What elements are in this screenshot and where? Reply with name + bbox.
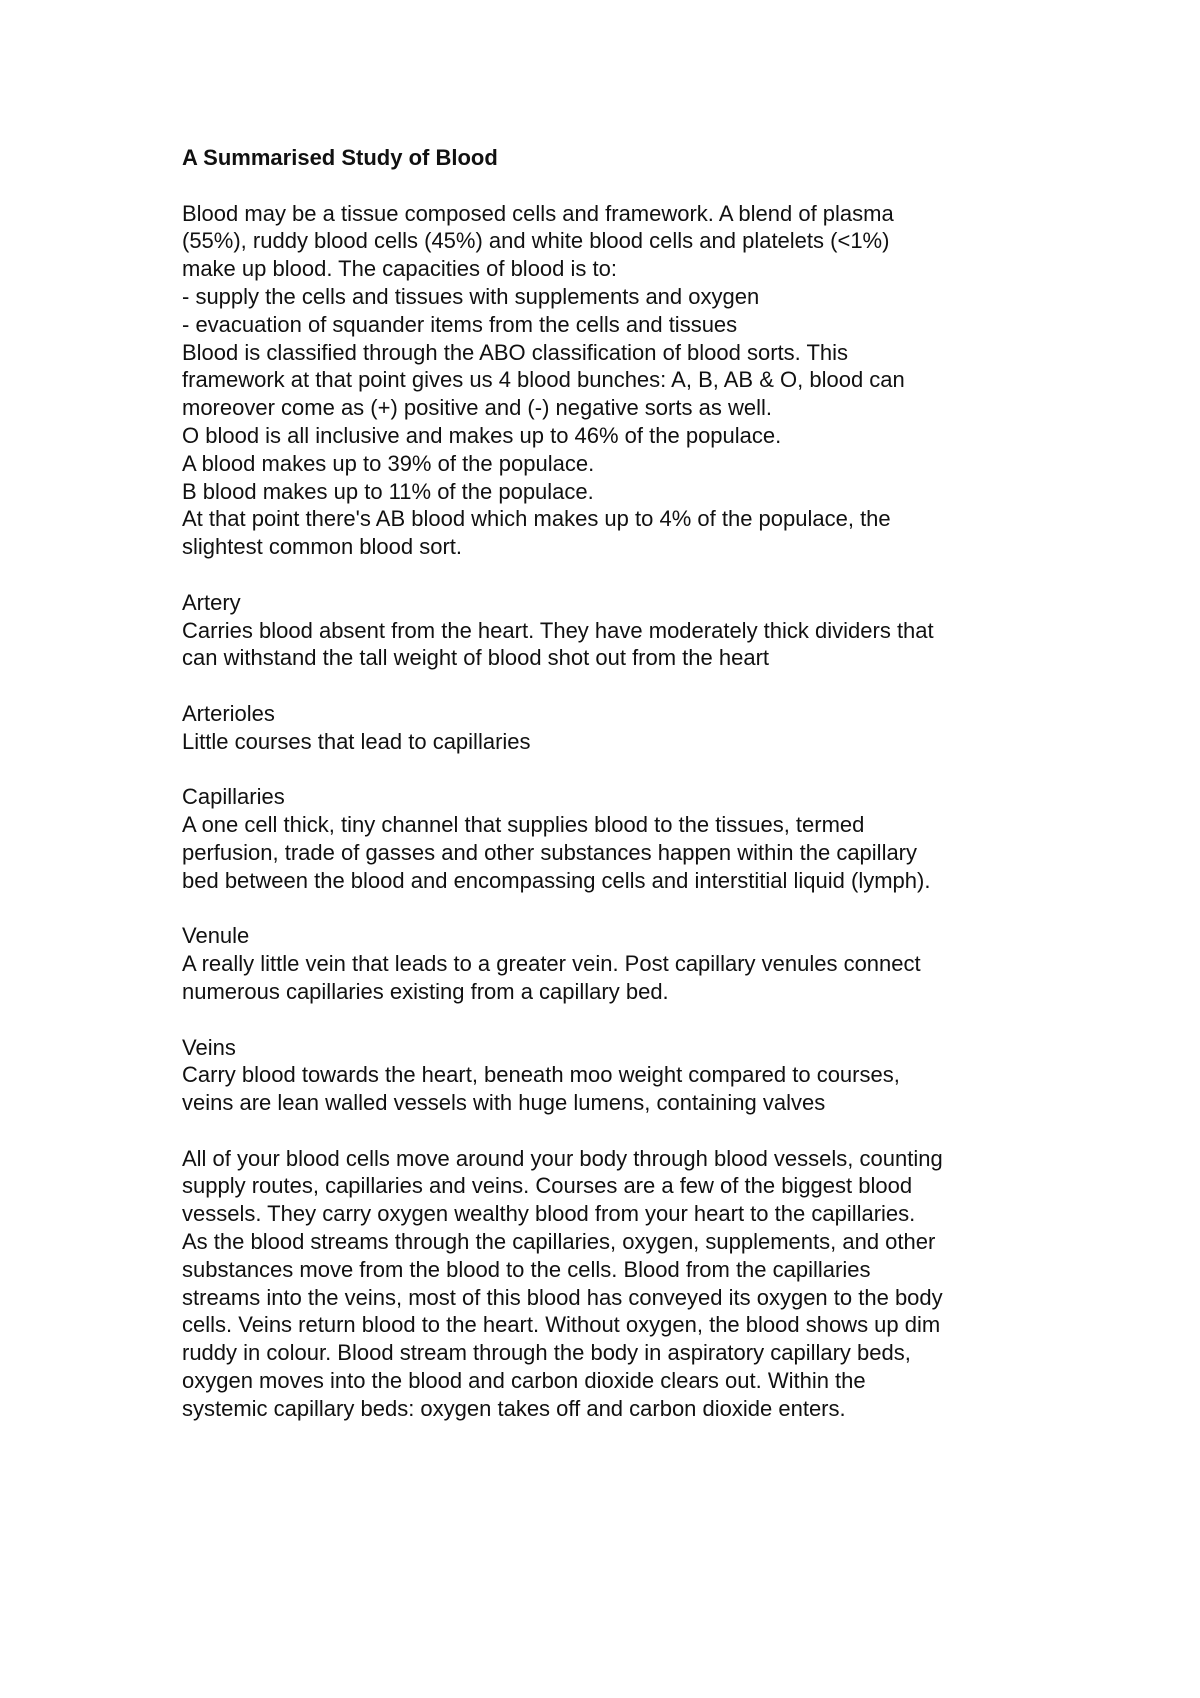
closing-line: All of your blood cells move around your body through blood vessels, counting bbox=[182, 1145, 943, 1171]
veins-line: Carry blood towards the heart, beneath moo weight compared to courses, bbox=[182, 1062, 900, 1088]
venule-section bbox=[182, 922, 1062, 1005]
closing-line: systemic capillary beds: oxygen takes off and carbon dioxide enters. bbox=[182, 1395, 846, 1421]
intro-line: Blood may be a tissue composed cells and framework. A blend of plasma bbox=[182, 200, 894, 226]
capillaries-section bbox=[182, 783, 1062, 894]
closing-line: streams into the veins, most of this blood has conveyed its oxygen to the body bbox=[182, 1284, 943, 1310]
artery-section bbox=[182, 589, 1062, 672]
intro-line: - supply the cells and tissues with supplements and oxygen bbox=[182, 283, 760, 309]
spacer bbox=[182, 1117, 1062, 1145]
closing-line: ruddy in colour. Blood stream through the body in aspiratory capillary beds, bbox=[182, 1340, 911, 1366]
closing-line: oxygen moves into the blood and carbon dioxide clears out. Within the bbox=[182, 1368, 866, 1394]
arterioles-line: Little courses that lead to capillaries bbox=[182, 728, 531, 754]
section-heading-capillaries: Capillaries bbox=[182, 784, 285, 810]
intro-line: Blood is classified through the ABO classification of blood sorts. This bbox=[182, 339, 849, 365]
document-body bbox=[182, 144, 1062, 1423]
intro-line: slightest common blood sort. bbox=[182, 534, 463, 560]
spacer bbox=[182, 756, 1062, 784]
section-heading-venule: Venule bbox=[182, 923, 250, 949]
artery-line: can withstand the tall weight of blood shot out from the heart bbox=[182, 645, 770, 671]
intro-line: B blood makes up to 11% of the populace. bbox=[182, 478, 594, 504]
spacer bbox=[182, 561, 1062, 589]
closing-line: cells. Veins return blood to the heart. Without oxygen, the blood shows up dim bbox=[182, 1312, 941, 1338]
spacer bbox=[182, 672, 1062, 700]
section-heading-arterioles: Arterioles bbox=[182, 700, 275, 726]
intro-line: O blood is all inclusive and makes up to 46% of the populace. bbox=[182, 422, 782, 448]
intro-line: At that point there's AB blood which makes up to 4% of the populace, the bbox=[182, 506, 891, 532]
intro-section bbox=[182, 200, 1062, 561]
venule-line: A really little vein that leads to a greater vein. Post capillary venules connect bbox=[182, 951, 921, 977]
section-heading-artery: Artery bbox=[182, 589, 241, 615]
intro-line: (55%), ruddy blood cells (45%) and white blood cells and platelets (<1%) bbox=[182, 228, 890, 254]
document-title: A Summarised Study of Blood bbox=[182, 145, 498, 170]
spacer bbox=[182, 895, 1062, 923]
spacer bbox=[182, 1006, 1062, 1034]
capillaries-line: bed between the blood and encompassing cells and interstitial liquid (lymph). bbox=[182, 867, 931, 893]
closing-line: supply routes, capillaries and veins. Courses are a few of the biggest blood bbox=[182, 1173, 913, 1199]
arterioles-section bbox=[182, 700, 1062, 756]
capillaries-line: A one cell thick, tiny channel that supplies blood to the tissues, termed bbox=[182, 812, 865, 838]
veins-line: veins are lean walled vessels with huge lumens, containing valves bbox=[182, 1090, 826, 1116]
venule-line: numerous capillaries existing from a capillary bed. bbox=[182, 978, 669, 1004]
veins-section bbox=[182, 1034, 1062, 1117]
intro-line: A blood makes up to 39% of the populace. bbox=[182, 450, 595, 476]
artery-line: Carries blood absent from the heart. They have moderately thick dividers that bbox=[182, 617, 934, 643]
intro-line: make up blood. The capacities of blood is to: bbox=[182, 256, 617, 282]
intro-line: - evacuation of squander items from the cells and tissues bbox=[182, 311, 738, 337]
spacer bbox=[182, 172, 1062, 200]
closing-section bbox=[182, 1145, 1062, 1423]
intro-line: moreover come as (+) positive and (-) negative sorts as well. bbox=[182, 395, 772, 421]
capillaries-line: perfusion, trade of gasses and other substances happen within the capillary bbox=[182, 839, 918, 865]
intro-line: framework at that point gives us 4 blood bunches: A, B, AB & O, blood can bbox=[182, 367, 905, 393]
closing-line: substances move from the blood to the cells. Blood from the capillaries bbox=[182, 1256, 871, 1282]
closing-line: vessels. They carry oxygen wealthy blood from your heart to the capillaries. bbox=[182, 1201, 916, 1227]
closing-line: As the blood streams through the capillaries, oxygen, supplements, and other bbox=[182, 1229, 936, 1255]
section-heading-veins: Veins bbox=[182, 1034, 236, 1060]
